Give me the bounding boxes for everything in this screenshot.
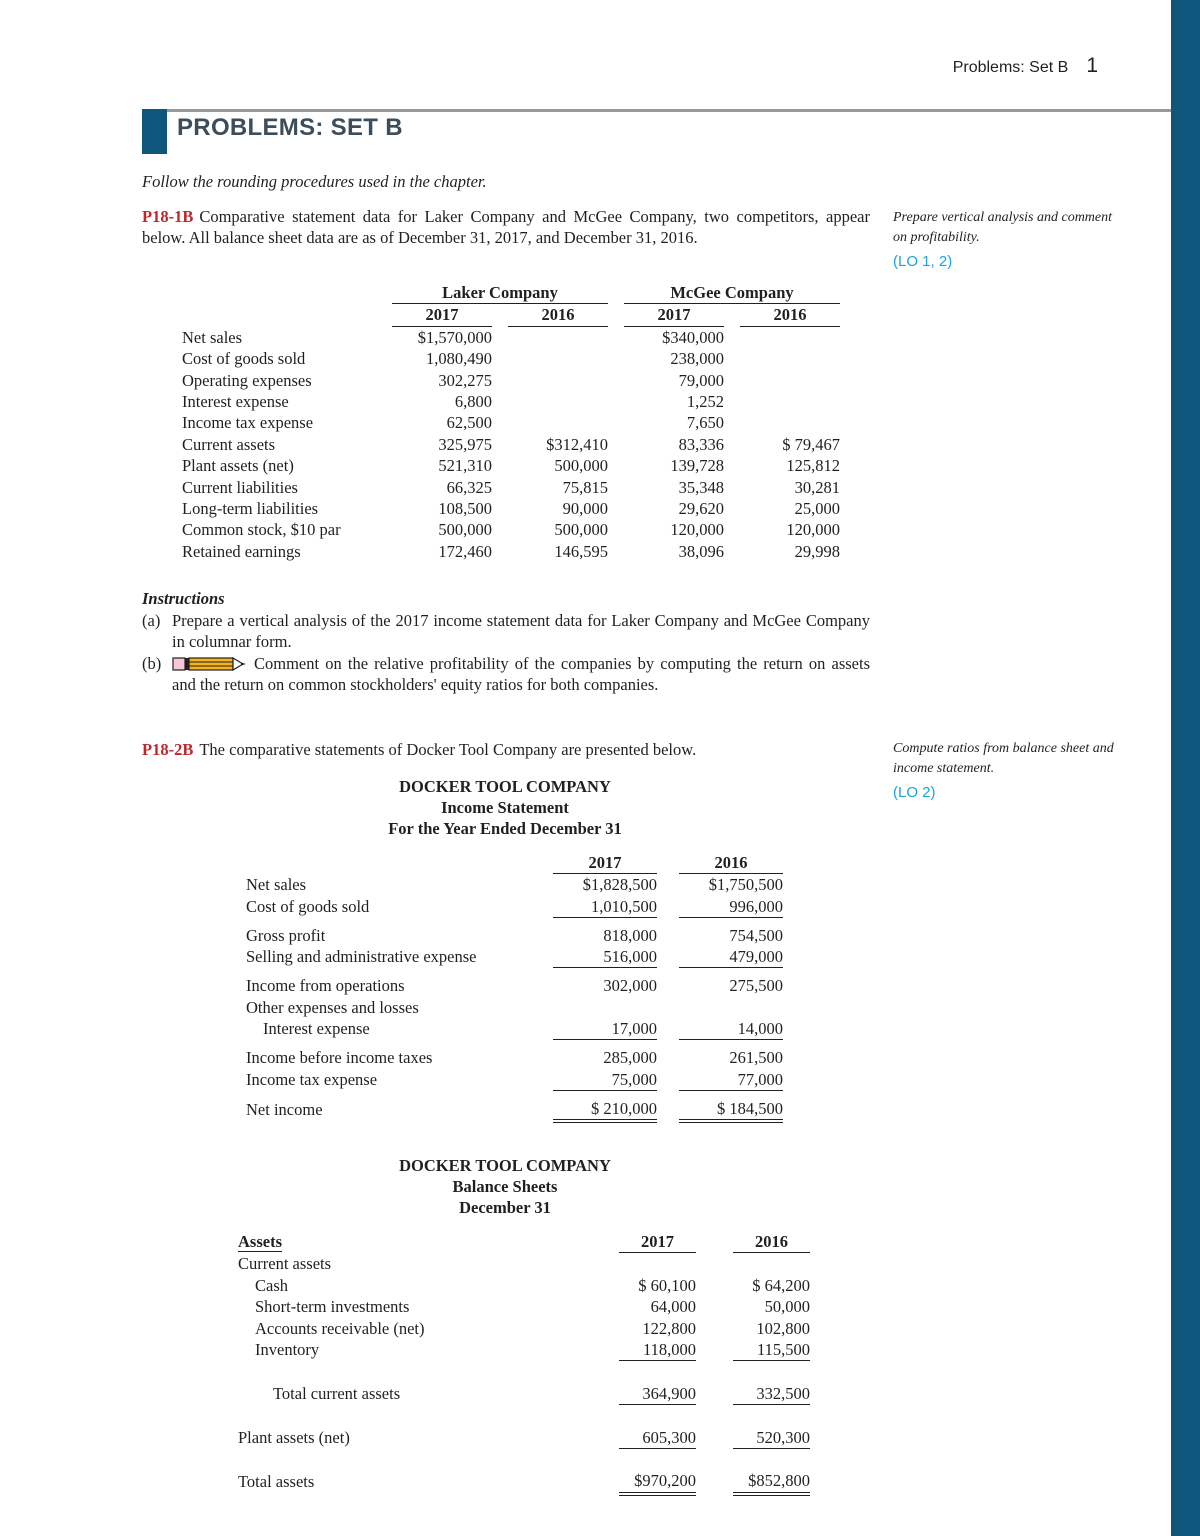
row-label: Plant assets (net)	[182, 456, 294, 476]
cell-value: 75,815	[562, 477, 608, 497]
cell-value: $970,200	[619, 1470, 696, 1493]
cell-value: 6,800	[454, 392, 492, 412]
cell-value: 479,000	[679, 946, 783, 968]
statement-title: Balance Sheets	[452, 1177, 558, 1197]
comparative-data-table	[182, 282, 840, 562]
cell-value: 118,000	[619, 1339, 696, 1361]
cell-value: 77,000	[679, 1069, 783, 1091]
cell-value: 516,000	[553, 946, 657, 968]
cell-value: 521,310	[438, 456, 492, 476]
row-label: Interest expense	[182, 392, 289, 412]
cell-value: 605,300	[619, 1427, 696, 1449]
page-number: 1	[1086, 54, 1098, 77]
cell-value: 83,336	[678, 434, 724, 454]
row-label: Current liabilities	[182, 477, 298, 497]
year-header: 2017	[392, 304, 492, 326]
table-row	[246, 925, 783, 946]
table-row	[238, 1296, 810, 1317]
row-label: Income tax expense	[246, 1069, 378, 1089]
cell-value: $ 210,000	[553, 1098, 657, 1121]
cell-value: 115,500	[733, 1339, 810, 1361]
table-row	[246, 896, 783, 918]
cell-value: $1,570,000	[417, 327, 492, 347]
table-row	[246, 997, 783, 1018]
cell-value: 125,812	[786, 456, 840, 476]
row-label: Net income	[246, 1099, 323, 1119]
cell-value: 302,000	[603, 976, 657, 996]
cell-value: 139,728	[670, 456, 724, 476]
row-label: Cash	[255, 1275, 288, 1295]
table-row	[246, 975, 783, 996]
statement-period: December 31	[459, 1198, 551, 1218]
header-rule	[142, 109, 1171, 112]
cell-value: 62,500	[446, 413, 492, 433]
row-label: Cost of goods sold	[182, 349, 306, 369]
cell-value: 25,000	[794, 499, 840, 519]
margin-note-p1	[893, 208, 1123, 272]
cell-value: 120,000	[786, 520, 840, 540]
year-header: 2017	[624, 304, 724, 326]
running-head-title: Problems: Set B	[952, 59, 1069, 76]
cell-value: 754,500	[729, 925, 783, 945]
cell-value: 66,325	[446, 477, 492, 497]
table-row	[182, 477, 840, 498]
instructions-title: Instructions	[142, 589, 225, 608]
row-label: Retained earnings	[182, 541, 301, 561]
cell-value: 285,000	[603, 1048, 657, 1068]
table-row	[246, 1098, 783, 1121]
problem-text: The comparative statements of Docker Tool Company are presented below.	[199, 740, 697, 759]
intro-text: Follow the rounding procedures used in the chapter.	[142, 172, 487, 191]
cell-value: 79,000	[678, 370, 724, 390]
cell-value	[508, 348, 608, 369]
table-row	[182, 541, 840, 562]
income-statement-table	[246, 852, 783, 1123]
cell-value	[508, 412, 608, 433]
cell-value: $ 60,100	[638, 1275, 696, 1295]
cell-value	[733, 1253, 810, 1275]
cell-value: 29,620	[678, 499, 724, 519]
table-row	[238, 1275, 810, 1296]
company-name: DOCKER TOOL COMPANY	[399, 777, 611, 796]
row-label: Long-term liabilities	[182, 499, 319, 519]
cell-value	[553, 997, 657, 1018]
cell-value: $ 79,467	[782, 434, 840, 454]
cell-value: 108,500	[438, 499, 492, 519]
cell-value: 302,275	[438, 370, 492, 390]
row-label: Plant assets (net)	[238, 1427, 350, 1447]
instructions	[142, 588, 870, 696]
cell-value: 332,500	[733, 1383, 810, 1405]
table-row	[246, 874, 783, 896]
pencil-icon	[172, 657, 248, 671]
table-row	[182, 348, 840, 369]
cell-value	[740, 348, 840, 369]
row-label: Interest expense	[263, 1019, 370, 1039]
company-name: DOCKER TOOL COMPANY	[399, 1156, 611, 1175]
year-header: 2016	[508, 304, 608, 326]
cell-value: 325,975	[438, 434, 492, 454]
cell-value: 500,000	[554, 520, 608, 540]
cell-value: 29,998	[794, 541, 840, 561]
table-row	[182, 434, 840, 455]
year-header: 2016	[679, 852, 783, 874]
balance-sheet-table	[238, 1231, 810, 1496]
learning-objective: (LO 2)	[893, 784, 936, 801]
cell-value: 7,650	[686, 413, 724, 433]
cell-value	[508, 370, 608, 391]
table-row	[182, 327, 840, 348]
row-label: Total assets	[238, 1472, 315, 1492]
problem-text: Comparative statement data for Laker Company and McGee Company, two competitors, appear below. All balance sheet data are as of December 31, 2017, and December 31, 2016.	[142, 207, 870, 247]
cell-value	[619, 1253, 696, 1275]
company-header-mcgee: McGee Company	[624, 282, 840, 304]
year-header: 2017	[553, 852, 657, 874]
row-label: Other expenses and losses	[246, 997, 419, 1017]
table-row	[182, 498, 840, 519]
cell-value: 35,348	[678, 477, 724, 497]
row-label: Selling and administrative expense	[246, 947, 477, 967]
section-title: PROBLEMS: SET B	[177, 114, 403, 141]
row-label: Gross profit	[246, 925, 326, 945]
cell-value: 30,281	[794, 477, 840, 497]
row-label: Short-term investments	[255, 1297, 410, 1317]
cell-value: 520,300	[733, 1427, 810, 1449]
cell-value: $852,800	[733, 1470, 810, 1493]
row-label: Cost of goods sold	[246, 896, 370, 916]
table-row	[238, 1318, 810, 1339]
row-label: Operating expenses	[182, 370, 312, 390]
cell-value: 102,800	[756, 1318, 810, 1338]
table-row	[246, 1069, 783, 1091]
table-row	[246, 946, 783, 968]
cell-value: 1,080,490	[426, 349, 492, 369]
cell-value	[740, 327, 840, 348]
cell-value: 146,595	[554, 541, 608, 561]
margin-note-p2	[893, 739, 1123, 803]
row-label: Income tax expense	[182, 413, 314, 433]
cell-value: 90,000	[562, 499, 608, 519]
cell-value: 50,000	[764, 1297, 810, 1317]
cell-value	[679, 997, 783, 1018]
problem-number: P18-1B	[142, 207, 194, 226]
table-row	[246, 1047, 783, 1068]
instruction-a: (a) Prepare a vertical analysis of the 2017 income statement data for Laker Company and McGee Company in columnar form.	[142, 610, 870, 652]
row-label: Current assets	[182, 434, 276, 454]
cell-value: $1,750,500	[708, 875, 783, 895]
row-label: Common stock, $10 par	[182, 520, 341, 540]
row-label: Net sales	[246, 875, 307, 895]
table-row	[182, 519, 840, 540]
row-label: Total current assets	[273, 1384, 401, 1404]
row-label: Inventory	[255, 1340, 320, 1360]
table-row	[182, 455, 840, 476]
row-label: Current assets	[238, 1254, 332, 1274]
cell-value: 500,000	[554, 456, 608, 476]
cell-value	[740, 370, 840, 391]
problem-number: P18-2B	[142, 740, 194, 759]
table-row	[238, 1253, 810, 1275]
cell-value: 64,000	[650, 1297, 696, 1317]
statement-period: For the Year Ended December 31	[388, 819, 622, 839]
problem-p18-2b	[142, 739, 870, 760]
cell-value: 261,500	[729, 1048, 783, 1068]
row-label: Accounts receivable (net)	[255, 1318, 425, 1338]
cell-value	[740, 412, 840, 433]
cell-value: 120,000	[670, 520, 724, 540]
cell-value: 14,000	[679, 1018, 783, 1040]
cell-value: 818,000	[603, 925, 657, 945]
cell-value: $ 64,200	[752, 1275, 810, 1295]
margin-note-text: Compute ratios from balance sheet and income statement.	[893, 741, 1114, 776]
table-row	[246, 1018, 783, 1040]
row-label: Income from operations	[246, 976, 405, 996]
margin-note-text: Prepare vertical analysis and comment on profitability.	[893, 210, 1113, 245]
row-label: Net sales	[182, 327, 243, 347]
cell-value: 500,000	[438, 520, 492, 540]
cell-value	[740, 391, 840, 412]
table-row	[238, 1383, 810, 1405]
cell-value: $340,000	[662, 327, 724, 347]
page-edge-bar	[1171, 0, 1200, 1536]
table-row	[182, 412, 840, 433]
table-row	[182, 370, 840, 391]
cell-value: 38,096	[678, 541, 724, 561]
company-header-laker: Laker Company	[392, 282, 608, 304]
cell-value: 238,000	[670, 349, 724, 369]
cell-value: 17,000	[553, 1018, 657, 1040]
problem-p18-1b	[142, 206, 870, 248]
cell-value	[508, 327, 608, 348]
year-header: 2016	[733, 1231, 810, 1253]
cell-value: 275,500	[729, 976, 783, 996]
cell-value: $1,828,500	[582, 875, 657, 895]
running-head	[953, 54, 1098, 78]
cell-value: 1,252	[686, 392, 724, 412]
cell-value: 996,000	[679, 896, 783, 918]
assets-header: Assets	[238, 1232, 282, 1252]
cell-value	[508, 391, 608, 412]
year-header: 2017	[619, 1231, 696, 1253]
learning-objective: (LO 1, 2)	[893, 253, 953, 270]
section-marker	[142, 109, 167, 154]
cell-value: $312,410	[546, 434, 608, 454]
cell-value: 172,460	[438, 541, 492, 561]
table-row	[238, 1339, 810, 1361]
income-statement-heading	[300, 776, 710, 840]
year-header: 2016	[740, 304, 840, 326]
balance-sheet-heading	[300, 1155, 710, 1219]
row-label: Income before income taxes	[246, 1048, 433, 1068]
table-row	[238, 1470, 810, 1493]
instruction-b: (b) Comment on the relative profitability of the companies by computing the return on assets and the return on common stockholders' equity ratios for both companies.	[142, 653, 870, 695]
statement-title: Income Statement	[441, 798, 569, 818]
cell-value: 1,010,500	[553, 896, 657, 918]
cell-value: $ 184,500	[679, 1098, 783, 1121]
table-row	[238, 1427, 810, 1449]
table-row	[182, 391, 840, 412]
cell-value: 75,000	[553, 1069, 657, 1091]
cell-value: 364,900	[619, 1383, 696, 1405]
cell-value: 122,800	[642, 1318, 696, 1338]
